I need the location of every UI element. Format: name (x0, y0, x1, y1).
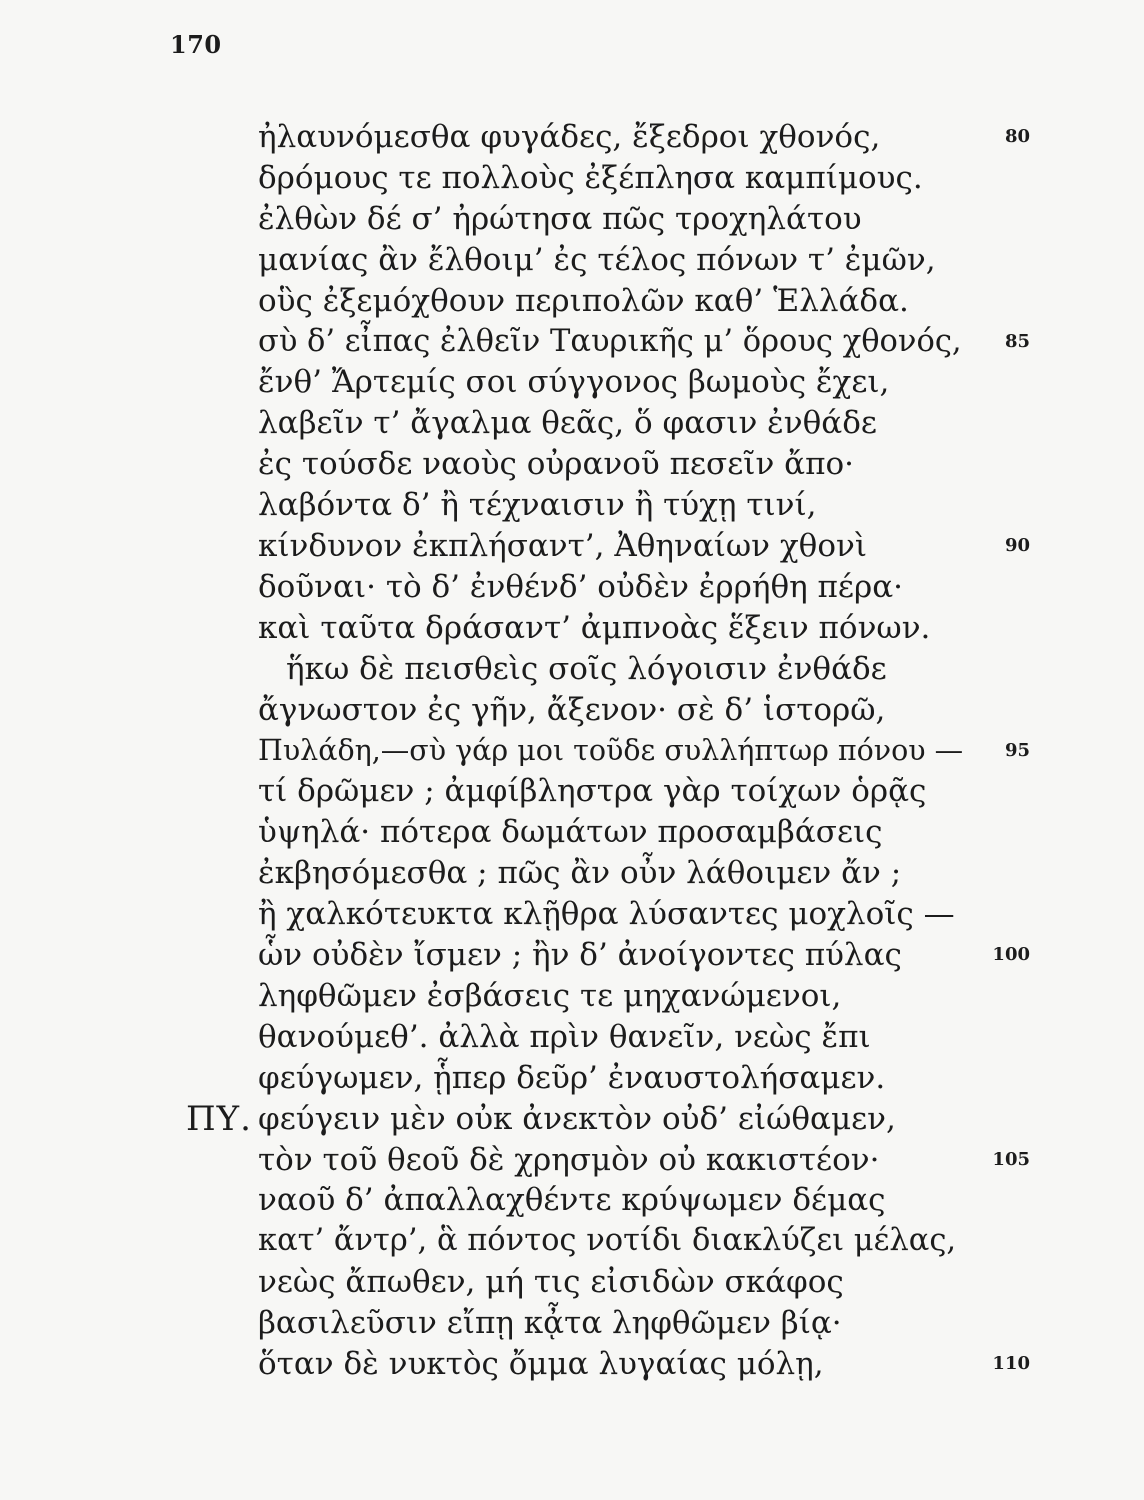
verse-line-text: τὸν τοῦ θεοῦ δὲ χρησμὸν οὐ κακιστέον· (258, 1141, 880, 1178)
verse-line (0, 976, 1144, 1016)
verse-line (0, 771, 1144, 811)
verse-line (0, 1099, 1144, 1139)
verse-line-text: καὶ ταῦτα δράσαντ’ ἀμπνοὰς ἕξειν πόνων. (258, 609, 931, 646)
verse-line-text: δοῦναι· τὸ δ’ ἐνθένδ’ οὐδὲν ἐρρήθη πέρα· (258, 568, 903, 605)
verse-line (0, 322, 1144, 362)
verse-line-text: ὧν οὐδὲν ἴσμεν ; ἢν δ’ ἀνοίγοντες πύλας (258, 937, 902, 973)
verse-line (0, 1221, 1144, 1261)
verse-line (0, 485, 1144, 525)
verse-line (0, 240, 1144, 280)
line-number: 110 (992, 1353, 1030, 1374)
verse-line (0, 1344, 1144, 1384)
verse-line (0, 1058, 1144, 1098)
verse-line-text: Πυλάδη,—σὺ γάρ μοι τοῦδε συλλήπτωρ πόνου — (258, 733, 964, 767)
speaker-label: ΠΥ. (186, 1098, 252, 1139)
verse-line (0, 853, 1144, 893)
verse-line (0, 1262, 1144, 1302)
verse-line-text: δρόμους τε πολλοὺς ἐξέπλησα καμπίμους. (258, 159, 923, 196)
verse-line (0, 199, 1144, 239)
line-number: 85 (1004, 330, 1030, 352)
line-number: 95 (1004, 739, 1030, 761)
verse-line-text: σὺ δ’ εἶπας ἐλθεῖν Ταυρικῆς μ’ ὅρους χθονός, (258, 323, 962, 359)
verse-line (0, 1180, 1144, 1220)
line-number: 80 (1004, 126, 1030, 147)
line-number: 100 (992, 944, 1030, 965)
page-number: 170 (170, 30, 222, 59)
verse-line-text: θανούμεθ’. ἀλλὰ πρὶν θανεῖν, νεὼς ἔπι (258, 1018, 871, 1055)
verse-line (0, 1017, 1144, 1057)
verse-line-text: ἐς τούσδε ναοὺς οὐρανοῦ πεσεῖν ἄπο· (258, 446, 854, 483)
verse-line-text: ἐκβησόμεσθα ; πῶς ἂν οὖν λάθοιμεν ἄν ; (258, 855, 902, 892)
verse-line (0, 608, 1144, 648)
verse-line (0, 403, 1144, 443)
verse-line (0, 117, 1144, 157)
verse-line-text: ἐλθὼν δέ σ’ ἠρώτησα πῶς τροχηλάτου (258, 200, 862, 237)
verse-line-text: μανίας ἂν ἔλθοιμ’ ἐς τέλος πόνων τ’ ἐμῶν, (258, 241, 936, 278)
verse-line-text: ναοῦ δ’ ἀπαλλαχθέντε κρύψωμεν δέμας (258, 1182, 886, 1219)
line-number: 105 (992, 1148, 1030, 1170)
verse-line-text: τί δρῶμεν ; ἀμφίβληστρα γὰρ τοίχων ὁρᾷς (258, 773, 927, 810)
verse-line (0, 935, 1144, 975)
verse-line-text: ὅταν δὲ νυκτὸς ὄμμα λυγαίας μόλῃ, (258, 1346, 824, 1382)
verse-line-text: φεύγειν μὲν οὐκ ἀνεκτὸν οὐδ’ εἰώθαμεν, (258, 1100, 896, 1137)
verse-line-text: ἠλαυνόμεσθα φυγάδες, ἔξεδροι χθονός, (258, 119, 881, 155)
verse-line (0, 1303, 1144, 1343)
verse-line (0, 158, 1144, 198)
verse-line (0, 567, 1144, 607)
verse-line-text: ἢ χαλκότευκτα κλῇθρα λύσαντες μοχλοῖς — (258, 896, 955, 933)
verse-line-text: ἥκω δὲ πεισθεὶς σοῖς λόγοισιν ἐνθάδε (286, 650, 887, 687)
verse-line-text: ἄγνωστον ἐς γῆν, ἄξενον· σὲ δ’ ἱστορῶ, (258, 691, 886, 728)
line-number: 90 (1004, 535, 1030, 556)
verse-line (0, 690, 1144, 730)
verse-line (0, 812, 1144, 852)
verse-line (0, 1140, 1144, 1180)
verse-line (0, 444, 1144, 484)
verse-line (0, 731, 1144, 771)
verse-line (0, 526, 1144, 566)
verse-line-text: οὓς ἐξεμόχθουν περιπολῶν καθ’ Ἑλλάδα. (258, 282, 909, 319)
verse-line-text: κίνδυνον ἐκπλήσαντ’, Ἀθηναίων χθονὶ (258, 528, 867, 564)
verse-line-text: φεύγωμεν, ᾗπερ δεῦρ’ ἐναυστολήσαμεν. (258, 1059, 886, 1096)
verse-line-text: λαβόντα δ’ ἢ τέχναισιν ἢ τύχῃ τινί, (258, 487, 817, 524)
verse-line (0, 362, 1144, 402)
verse-line-text: κατ’ ἄντρ’, ἃ πόντος νοτίδι διακλύζει μέλας, (258, 1223, 957, 1259)
verse-line (0, 894, 1144, 934)
verse-line-text: νεὼς ἄπωθεν, μή τις εἰσιδὼν σκάφος (258, 1264, 844, 1301)
verse-line-text: βασιλεῦσιν εἴπῃ κᾆτα ληφθῶμεν βίᾳ· (258, 1305, 842, 1342)
verse-line-text: ὑψηλά· πότερα δωμάτων προσαμβάσεις (258, 814, 883, 851)
verse-line-text: ληφθῶμεν ἐσβάσεις τε μηχανώμενοι, (258, 977, 842, 1014)
verse-line (0, 649, 1144, 689)
verse-line-text: λαβεῖν τ’ ἄγαλμα θεᾶς, ὅ φασιν ἐνθάδε (258, 405, 877, 442)
verse-line-text: ἔνθ’ Ἄρτεμίς σοι σύγγονος βωμοὺς ἔχει, (258, 364, 890, 401)
verse-line (0, 281, 1144, 321)
